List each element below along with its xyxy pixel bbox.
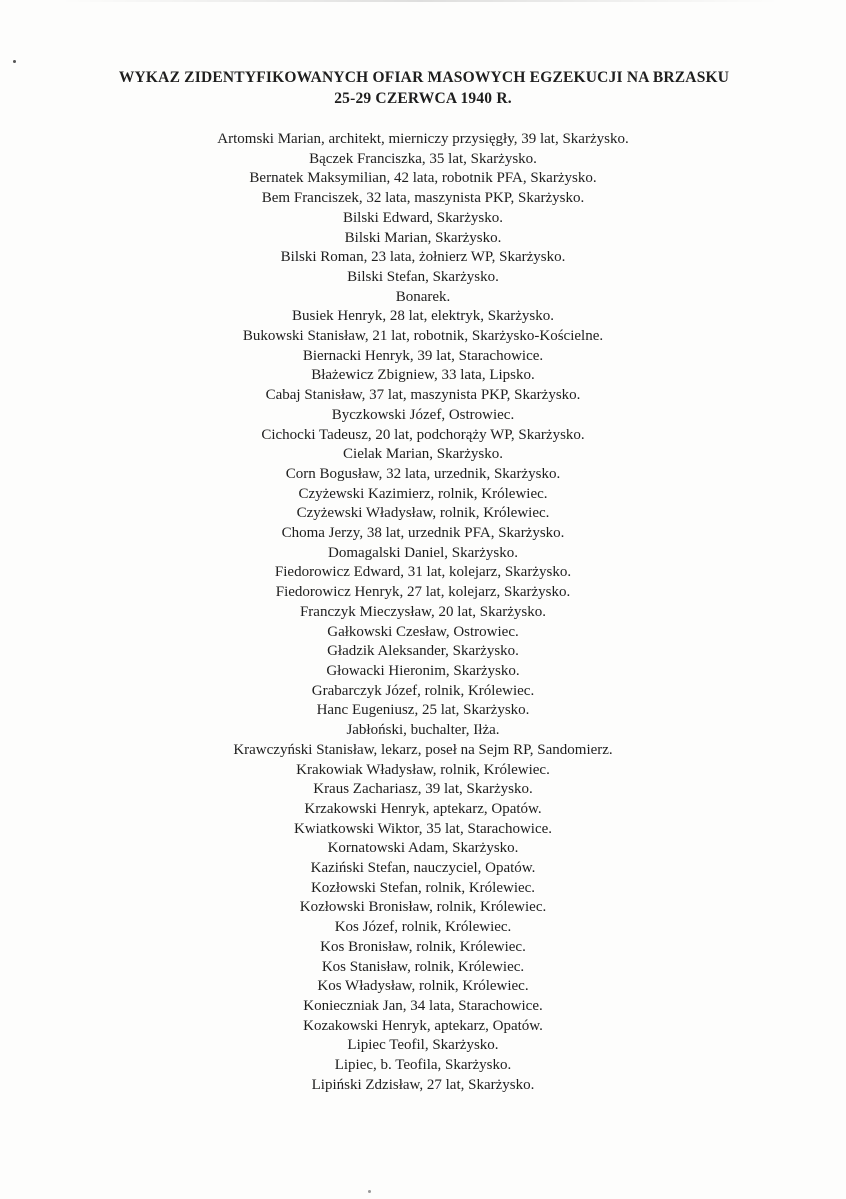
list-item: Busiek Henryk, 28 lat, elektryk, Skarżysko. bbox=[291, 308, 555, 325]
victims-list bbox=[0, 130, 846, 1095]
list-item: Kraus Zachariasz, 39 lat, Skarżysko. bbox=[313, 781, 533, 798]
list-item: Kozakowski Henryk, aptekarz, Opatów. bbox=[303, 1017, 543, 1034]
list-item: Krzakowski Henryk, aptekarz, Opatów. bbox=[304, 800, 542, 817]
list-item: Artomski Marian, architekt, mierniczy przysięgły, 39 lat, Skarżysko. bbox=[217, 131, 629, 147]
list-item: Biernacki Henryk, 39 lat, Starachowice. bbox=[302, 347, 544, 364]
list-item: Lipiec Teofil, Skarżysko. bbox=[347, 1037, 499, 1054]
list-item: Konieczniak Jan, 34 lata, Starachowice. bbox=[303, 997, 543, 1014]
list-item: Krawczyński Stanisław, lekarz, poseł na Sejm RP, Sandomierz. bbox=[233, 741, 613, 758]
list-item: Głowacki Hieronim, Skarżysko. bbox=[326, 662, 520, 679]
list-item: Czyżewski Władysław, rolnik, Królewiec. bbox=[296, 505, 550, 522]
list-item: Domagalski Daniel, Skarżysko. bbox=[328, 544, 518, 561]
list-item: Krakowiak Władysław, rolnik, Królewiec. bbox=[296, 761, 550, 778]
list-item: Cabaj Stanisław, 37 lat, maszynista PKP, Skarżysko. bbox=[265, 387, 581, 404]
list-item: Kwiatkowski Wiktor, 35 lat, Starachowice. bbox=[293, 820, 553, 837]
list-item: Fiedorowicz Henryk, 27 lat, kolejarz, Skarżysko. bbox=[275, 584, 571, 601]
list-item: Kornatowski Adam, Skarżysko. bbox=[327, 840, 519, 857]
list-item: Gładzik Aleksander, Skarżysko. bbox=[327, 643, 519, 660]
list-item: Czyżewski Kazimierz, rolnik, Królewiec. bbox=[298, 485, 548, 502]
list-item: Bilski Roman, 23 lata, żołnierz WP, Skarżysko. bbox=[280, 249, 566, 266]
list-item: Bilski Stefan, Skarżysko. bbox=[347, 268, 499, 285]
list-item: Lipiński Zdzisław, 27 lat, Skarżysko. bbox=[311, 1076, 535, 1093]
list-item: Kaziński Stefan, nauczyciel, Opatów. bbox=[310, 860, 536, 877]
list-item: Byczkowski Józef, Ostrowiec. bbox=[331, 406, 515, 423]
list-item: Fiedorowicz Edward, 31 lat, kolejarz, Skarżysko. bbox=[274, 564, 572, 581]
list-item: Kozłowski Stefan, rolnik, Królewiec. bbox=[310, 879, 536, 896]
list-item: Grabarczyk Józef, rolnik, Królewiec. bbox=[311, 682, 535, 699]
list-item: Bonarek. bbox=[395, 288, 451, 305]
list-item: Bukowski Stanisław, 21 lat, robotnik, Skarżysko-Kościelne. bbox=[242, 328, 604, 345]
list-item: Gałkowski Czesław, Ostrowiec. bbox=[327, 623, 519, 640]
list-item: Bilski Marian, Skarżysko. bbox=[344, 229, 502, 246]
list-item: Cielak Marian, Skarżysko. bbox=[343, 446, 503, 463]
list-item: Kos Władysław, rolnik, Królewiec. bbox=[317, 978, 529, 995]
scan-speck bbox=[13, 60, 16, 63]
title-line-2: 25-29 CZERWCA 1940 R. bbox=[334, 90, 512, 107]
list-item: Bernatek Maksymilian, 42 lata, robotnik PFA, Skarżysko. bbox=[249, 170, 597, 187]
list-item: Corn Bogusław, 32 lata, urzednik, Skarżysko. bbox=[285, 465, 561, 482]
list-item: Lipiec, b. Teofila, Skarżysko. bbox=[334, 1057, 512, 1074]
list-item: Choma Jerzy, 38 lat, urzednik PFA, Skarżysko. bbox=[281, 525, 565, 542]
list-item: Bilski Edward, Skarżysko. bbox=[343, 209, 503, 226]
list-item: Błażewicz Zbigniew, 33 lata, Lipsko. bbox=[311, 367, 535, 384]
document-title bbox=[0, 67, 846, 109]
list-item: Kozłowski Bronisław, rolnik, Królewiec. bbox=[299, 899, 547, 916]
list-item: Bem Franciszek, 32 lata, maszynista PKP, Skarżysko. bbox=[261, 190, 585, 207]
list-item: Cichocki Tadeusz, 20 lat, podchorąży WP, Skarżysko. bbox=[261, 426, 585, 443]
list-item: Kos Stanisław, rolnik, Królewiec. bbox=[321, 958, 525, 975]
list-item: Bączek Franciszka, 35 lat, Skarżysko. bbox=[309, 150, 537, 167]
list-item: Kos Józef, rolnik, Królewiec. bbox=[334, 919, 512, 936]
list-item: Hanc Eugeniusz, 25 lat, Skarżysko. bbox=[316, 702, 530, 719]
list-item: Franczyk Mieczysław, 20 lat, Skarżysko. bbox=[299, 603, 547, 620]
list-item: Jabłoński, buchalter, Iłża. bbox=[346, 722, 500, 739]
list-item: Kos Bronisław, rolnik, Królewiec. bbox=[320, 938, 526, 955]
title-line-1: WYKAZ ZIDENTYFIKOWANYCH OFIAR MASOWYCH EGZEKUCJI NA BRZASKU bbox=[118, 69, 730, 86]
scan-speck-bottom bbox=[368, 1190, 371, 1193]
scan-edge-shadow bbox=[60, 0, 780, 2]
